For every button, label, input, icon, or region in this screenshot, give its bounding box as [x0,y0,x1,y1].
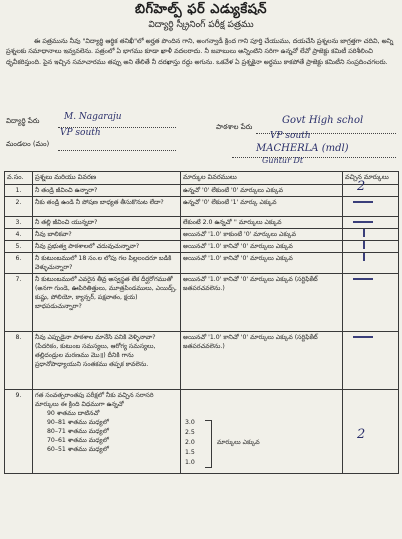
row9-points-list [185,418,195,468]
col-header-no: వ.సం. [5,172,33,185]
row-marks: అయినచో '1.0' కానిచో '0' మార్కులు ఎక్కువ (సర్టిఫికేట్ జతపరచవలెను.) [181,274,343,332]
school-name-label: పాఠశాల పేరు [216,123,253,131]
row9-point-4: 1.0 [185,459,195,466]
row-number: 8. [5,332,33,390]
table-row [5,274,399,332]
row-score-cell[interactable] [343,253,399,274]
dash-mark-icon [353,278,373,280]
row-marks: ఉన్నచో '0' లేకుంటే '1' మార్కు ఎక్కువ [181,197,343,217]
row-number: 3. [5,217,33,229]
dash-mark-icon [353,201,373,203]
student-name-value[interactable]: M. Nagaraju [64,112,122,122]
dash-mark-icon [353,336,373,338]
table-row [5,217,399,229]
row-question: నీ కుటుంబములో 18 సం.ల లోపు గల పిల్లలందరూ బడికి వెళ్ళుచున్నారా? [33,253,181,274]
table-header-row [5,172,399,185]
row-number: 2. [5,197,33,217]
table-row [5,197,399,217]
row-number: 9. [5,390,33,474]
village-value[interactable]: VP south [60,128,101,138]
table-row [5,390,399,474]
row-marks: అయినచో '1.0' కానిచో '0' మార్కులు ఎక్కువ (సర్టిఫికేట్ జతపరచవలెను.) [181,332,343,390]
student-name-label: విద్యార్థి పేరు [6,117,40,125]
row-question [33,390,181,474]
row-question: నీ కుటుంబములో ఎవరైన తీవ్ర అస్వస్థత లేక దీర్ఘరోగముతో (అనగా గుండె, ఊపిరితిత్తులు, మూత్రపిండములు, ఎయిడ్స్, కుష్టు, పోలియో, క్యాన్సర్, పక్షవాతం, క్షయ) బాధపడుచున్నారా? [33,274,181,332]
row9-question-text: గత సంవత్సరాంతపు పరీక్షలో నీకు వచ్చిన సరాసరి మార్కులు ఈ క్రింది విధముగా ఉన్నచో [35,392,154,408]
row-marks: అయినచో '1.0' కాకుంటే '0' మార్కులు ఎక్కువ [181,229,343,241]
district-value[interactable]: Guntur Dt [262,156,304,165]
row-question: నీవు ప్రభుత్వ పాఠశాలలో చదువుచున్నావా? [33,241,181,253]
row-question: నీ తండ్రి జీవించి ఉన్నారా? [33,185,181,197]
row-score-cell[interactable] [343,217,399,229]
row-score: 2 [357,427,366,442]
form-subtitle: విద్యార్థి స్క్రీనింగ్ పరీక్ష పత్రము [148,20,254,30]
row-question: నీ తల్లి జీవించి యున్నదా? [33,217,181,229]
row9-range-1: 90–81 శాతము మధ్యలో [47,419,109,426]
row9-marks-text: మార్కులు ఎక్కువ [217,439,260,446]
row-score-cell[interactable] [343,390,399,474]
row9-bracket-icon [205,420,212,468]
row-question: నీవు బాలికవా? [33,229,181,241]
row9-range-4: 60–51 శాతము మధ్యలో [47,446,109,453]
row-number: 4. [5,229,33,241]
row9-point-2: 2.0 [185,439,195,446]
col-header-question: ప్రశ్నలు మరియు వివరణ [33,172,181,185]
dash-mark-icon [353,221,373,223]
row9-range-0: 90 శాతము దాటినచో [47,410,100,417]
mandal-value[interactable]: MACHERLA (mdl) [256,143,349,154]
row-score-cell[interactable] [343,197,399,217]
screening-table [4,171,399,474]
mandal-right-underline [232,157,396,158]
row-marks: లేకుంటే 2.0 ఉన్నచో '' మార్కులు ఎక్కువ [181,217,343,229]
col-header-score: వచ్చిన మార్కులు [343,172,399,185]
table-row [5,332,399,390]
row9-point-1: 2.5 [185,429,195,436]
row-score: 2 [357,179,366,194]
table-row [5,241,399,253]
row-number: 6. [5,253,33,274]
school-village-value[interactable]: VP south [270,131,311,141]
row-score-cell[interactable] [343,332,399,390]
row9-range-3: 70–61 శాతము మధ్యలో [47,437,109,444]
row9-point-3: 1.5 [185,449,195,456]
row9-point-0: 3.0 [185,419,195,426]
row-score-cell[interactable] [343,241,399,253]
row-question: నీవు ఎప్పుడైనా పాఠశాల మానేసి పనికి వెళ్ళినావా? (పేదరికం, కుటుంబ సమస్యలు, ఆరోగ్య సమస్యలు, తల్లిదండ్రుల మరణము మొ॥) దీనికి గాను ప్రధానోపాధ్యాయుని సంతకము తప్పక కావలెను. [33,332,181,390]
instructions-paragraph: ఈ పత్రమును నీవు "విద్యార్థి ఆర్థిక తనిఖీ"లో అర్హత పొందిన గాని, అంగన్వాడీ క్రింద గాని పూర్తి చేయుము, దయచేసి ప్రశ్నలను జాగ్రత్తగా చదివి, అన్ని ప్రశ్నలకు సమాధానాలు ఇవ్వవలెను. పత్రంలో ఏ భాగము కూడా ఖాళీ వదలరాదు. నీ జవాబులు అన్నింటిని సరిగా ఉన్నవో లేవో ప్రాజెక్టు కమిటీ పరిశీలించి ధృవీకరిస్తుంది. పైన ఇచ్చిన సమాచారము తప్పు అని తేలితే నీ దరఖాస్తు రద్దు అగును. ఒకవేళ ఏ ప్రశ్నకైనా అర్థము కాకపోతే ప్రాజెక్టు కమిటీని సంప్రదించగలరు. [6,37,394,66]
school-name-value[interactable]: Govt High schol [282,115,364,126]
row-score-cell[interactable] [343,274,399,332]
mandal-label: మండలం (మం) [6,140,50,148]
row-marks: అయినచో '1.0' కానిచో '0' మార్కులు ఎక్కువ [181,253,343,274]
row-score-cell[interactable] [343,179,399,197]
row-marks-cell [181,390,343,474]
row-number: 7. [5,274,33,332]
row-score-cell[interactable] [343,229,399,241]
mandal-underline [58,150,176,151]
tick-mark-icon [363,241,365,249]
row-marks: ఉన్నచో '0' లేకుంటే '0' మార్కులు ఎక్కువ [181,185,343,197]
table-row [5,229,399,241]
table-row [5,185,399,197]
table-row [5,253,399,274]
row-number: 5. [5,241,33,253]
row-number: 1. [5,185,33,197]
row-question: నీకు తండ్రి ఉండి నీ పోషణ బాధ్యత తీసుకొనుట లేదా? [33,197,181,217]
col-header-marks: మార్కుల వివరములు [181,172,343,185]
row9-range-2: 80–71 శాతము మధ్యలో [47,428,109,435]
tick-mark-icon [363,253,365,261]
form-title: బిగ్‌హెల్ప్ ఫర్ ఎడ్యుకేషన్ [134,2,268,17]
row-marks: అయినచో '1.0' కానిచో '0' మార్కులు ఎక్కువ [181,241,343,253]
tick-mark-icon [363,229,365,237]
